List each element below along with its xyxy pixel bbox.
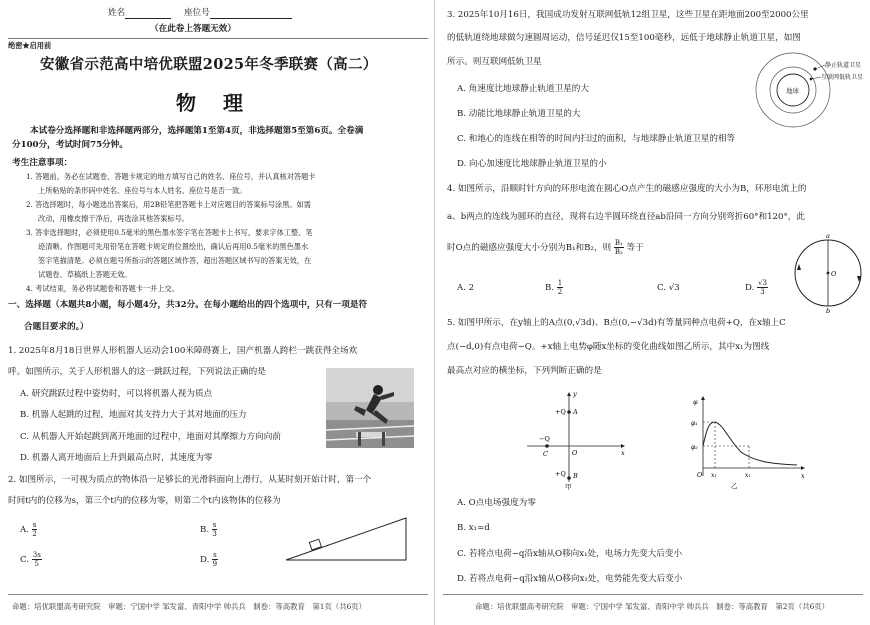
q3-line1: 3. 2025年10月16日，我国成功发射互联网低轨12组卫星，这些卫星在距地面200至2000公里 xyxy=(447,10,809,20)
q1-option-d: D. 机器人离开地面后上升到最高点时，其速度为零 xyxy=(20,453,213,463)
q4-line3a: 时O点的磁感应强度大小分别为B₁和B₂，则 xyxy=(447,243,612,253)
exam-title: 安徽省示范高中培优联盟2025年冬季联赛（高二） xyxy=(40,56,378,73)
q5-option-a: A. O点电场强度为零 xyxy=(457,498,536,508)
yi-phi1-label: φ₁ xyxy=(691,420,698,427)
q4-b-den: 2 xyxy=(557,288,563,296)
jia-x-label: x xyxy=(621,449,625,457)
incline-triangle xyxy=(286,518,406,560)
q3-option-d: D. 向心加速度比地球静止轨道卫星的小 xyxy=(457,159,607,169)
q2-option-d-label: D. xyxy=(200,555,210,565)
q2-option-a-frac xyxy=(32,521,38,538)
q3-option-c: C. 和地心的连线在相等的时间内扫过的面积，与地球静止轨道卫星的相等 xyxy=(457,134,736,144)
q4-ratio xyxy=(614,239,624,256)
q2-incline-figure xyxy=(284,516,410,562)
q3-line3: 所示。则互联网低轨卫星 xyxy=(447,57,542,67)
seat-blank xyxy=(210,9,292,19)
q4-option-c: C. √3 xyxy=(657,283,680,293)
q2-d-num: s xyxy=(213,551,217,559)
yi-O-label: O xyxy=(697,471,703,479)
q1-line1: 1. 2025年8月18日世界人形机器人运动会100米障碍赛上，国产机器人跨栏一跳获得全场欢 xyxy=(8,346,358,356)
label-a: a xyxy=(826,232,830,240)
q5-option-b: B. x₁=d xyxy=(457,523,490,533)
q4-line2: a、b两点的连线为圆环的直径，现将右边半圆环绕直径ab沿同一方向分别弯折60°和120°，此 xyxy=(447,212,805,222)
yi-potential-curve xyxy=(703,422,797,465)
jia-charge-B xyxy=(567,476,571,480)
q2-c-den: 5 xyxy=(34,560,39,568)
q2-option-c-frac xyxy=(32,551,42,568)
label-O: O xyxy=(831,270,837,278)
note-3d: 试题卷、草稿纸上答题无效。 xyxy=(38,270,132,279)
q4-option-b-label: B. xyxy=(545,283,555,293)
jia-caption: 甲 xyxy=(565,483,572,490)
note-3a: 3. 答非选择题时，必须使用0.5毫米的黑色墨水签字笔在答题卡上书写，要求字体工整、笔 xyxy=(26,228,313,237)
q4-option-b-frac xyxy=(557,279,563,296)
q5-option-d: D. 若将点电荷−q沿x轴从O移向x₁处，电势能先变大后变小 xyxy=(457,574,683,584)
q5-option-c: C. 若将点电荷−q沿x轴从O移向x₁处，电场力先变大后变小 xyxy=(457,549,683,559)
q2-option-a-label: A. xyxy=(20,525,29,535)
geo-satellite-label: 静止轨道卫星 xyxy=(825,62,862,69)
section1-heading xyxy=(8,300,367,311)
q4-line3b: 等于 xyxy=(626,243,644,253)
note-3c: 签字笔描清楚。必须在题号所指示的答题区域作答，超出答题区域书写的答案无效，在 xyxy=(38,256,312,265)
note-3b: 迹清晰。作图题可先用铅笔在答题卡规定的位置绘出，确认后再用0.5毫米的黑色墨水 xyxy=(38,242,309,251)
label-b: b xyxy=(826,307,831,314)
q2-option-d-frac xyxy=(212,551,218,568)
q2-c-num: 3s xyxy=(32,551,41,559)
jia-charge-C xyxy=(545,444,549,448)
q2-b-num: s xyxy=(212,521,217,529)
q4-b-num: 1 xyxy=(557,279,563,287)
left-footer-rule xyxy=(8,594,428,595)
section1-heading-c: 合题目要求的。） xyxy=(24,322,89,332)
yi-y-label: φ xyxy=(693,398,698,406)
q1-option-c: C. 从机器人开始起跳到离开地面的过程中，地面对其摩擦力方向向前 xyxy=(20,432,281,442)
intro-line-1: 本试卷分选择题和非选择题两部分，选择题第1至第4页，非选择题第5至第6页。全卷满 xyxy=(30,126,364,136)
q2-line2: 时间t内的位移为s，第三个t内的位移为零，则第二个t内该物体的位移为 xyxy=(8,496,281,506)
q2-option-b-frac xyxy=(212,521,218,538)
right-footer-rule xyxy=(443,594,863,595)
q2-line1: 2. 如图所示，一可视为质点的物体沿一足够长的光滑斜面向上滑行，从某时刻开始计时，第一个 xyxy=(8,475,372,485)
q4-line3 xyxy=(447,239,644,256)
jia-plusQ-bottom: +Q xyxy=(555,470,566,478)
jia-charge-A xyxy=(567,410,571,414)
q5-figure-yi xyxy=(689,396,809,490)
q3-line2: 的低轨道绕地球做匀速圆周运动，信号延迟仅15至100毫秒，远低于地球静止轨道卫星，如图 xyxy=(447,33,801,43)
q4-option-d-label: D. xyxy=(745,283,755,293)
yi-phi2-label: φ₂ xyxy=(691,444,698,451)
leo-satellite-label: 互联网低轨卫星 xyxy=(821,74,863,81)
name-blank xyxy=(125,9,171,19)
jia-B-label: B xyxy=(573,472,578,480)
q1-option-a: A. 研究跳跃过程中姿势时，可以将机器人视为质点 xyxy=(20,389,213,399)
q5-line3: 最高点对应的横坐标，下列判断正确的是 xyxy=(447,366,602,376)
q2-option-c-label: C. xyxy=(20,555,30,565)
current-arrow-left xyxy=(797,264,801,270)
jia-O-label: O xyxy=(572,449,578,457)
q2-option-c xyxy=(20,551,42,568)
q4-ring-figure xyxy=(791,232,865,314)
q4-ratio-num: B₁ xyxy=(614,239,623,247)
no-answer-notice: （在此卷上答题无效） xyxy=(150,24,236,34)
name-field xyxy=(108,8,292,19)
q3-orbit-figure xyxy=(753,50,863,134)
jia-plusQ-top: +Q xyxy=(555,408,566,416)
q4-ratio-den: B₂ xyxy=(614,248,623,256)
q2-a-num: s xyxy=(32,521,37,529)
q1-robot-photo xyxy=(326,368,414,448)
q1-option-b: B. 机器人起跳的过程，地面对其支持力大于其对地面的压力 xyxy=(20,410,247,420)
jia-A-label: A xyxy=(573,408,578,416)
yi-x2-label: x₁ xyxy=(745,472,751,479)
q4-d-den: 3 xyxy=(760,288,765,296)
note-2a: 2. 答选择题时，每小题选出答案后，用2B铅笔把答题卡上对应题目的答案标号涂黑。如需 xyxy=(26,200,311,209)
left-footer: 命题：培优联盟高考研究院 审题：宁国中学 邹发富、青阳中学 帅兵兵 制卷：等高教育 第1页（共6页） xyxy=(12,602,367,611)
q2-a-den: 2 xyxy=(32,530,37,538)
note-1a: 1. 答题前，务必在试题卷、答题卡规定的地方填写自己的姓名、座位号，并认真核对答题卡 xyxy=(26,172,316,181)
header-rule xyxy=(8,38,428,39)
note-1b: 上所粘贴的条形码中姓名、座位号与本人姓名、座位号是否一致。 xyxy=(38,186,247,195)
q1-line2: 呼。如图所示，关于人形机器人的这一跳跃过程，下列说法正确的是 xyxy=(8,367,266,377)
q4-option-a: A. 2 xyxy=(457,283,475,293)
note-2b: 改动，用橡皮擦干净后，再选涂其他答案标号。 xyxy=(38,214,189,223)
q5-figure-jia xyxy=(517,390,629,490)
q4-line1: 4. 如图所示，沿顺时针方向的环形电流在圆心O点产生的磁感应强度的大小为B，环形电流上的 xyxy=(447,184,807,194)
q4-option-d xyxy=(745,279,768,296)
note-4: 4. 考试结束，务必将试题卷和答题卡一并上交。 xyxy=(26,284,179,293)
secret-mark: 绝密★启用前 xyxy=(8,41,52,50)
q4-option-d-frac xyxy=(757,279,768,296)
q3-option-a: A. 角速度比地球静止轨道卫星的大 xyxy=(457,84,589,94)
jia-y-label: y xyxy=(573,390,577,398)
intro-line-2: 分100分，考试时间75分钟。 xyxy=(12,140,128,150)
right-page xyxy=(435,0,870,625)
q4-d-num: √3 xyxy=(758,279,767,287)
q5-line2: 点(−d,0)有点电荷−Q。+x轴上电势φ随x坐标的变化曲线如图乙所示，其中x₁为图线 xyxy=(447,342,770,352)
right-footer: 命题：培优联盟高考研究院 审题：宁国中学 邹发富、青阳中学 帅兵兵 制卷：等高教育 第2页（共6页） xyxy=(475,602,830,611)
q2-option-d xyxy=(200,551,218,568)
q5-line1: 5. 如图甲所示，在y轴上的A点(0,√3d)、B点(0,−√3d)有等量同种点电荷+Q，在x轴上C xyxy=(447,318,786,328)
jia-minusQ: −Q xyxy=(539,435,550,443)
q2-option-a xyxy=(20,521,37,538)
yi-x1-label: x₁ xyxy=(711,472,717,479)
q3-option-b: B. 动能比地球静止轨道卫星的大 xyxy=(457,109,581,119)
q2-d-den: 9 xyxy=(212,560,218,568)
section1-heading-b: 在每小题给出的四个选项中，只有一项是符 xyxy=(203,300,368,310)
yi-x-label: x xyxy=(801,472,805,480)
q2-option-b-label: B. xyxy=(200,525,210,535)
earth-label: 地球 xyxy=(786,87,799,95)
subject-title: 物 理 xyxy=(176,91,253,115)
section1-heading-a: 一、选择题（本题共8小题，每小题4分，共32分。 xyxy=(8,300,204,310)
notes-title: 考生注意事项： xyxy=(12,158,73,168)
center-point xyxy=(827,272,830,275)
q2-option-b xyxy=(200,521,217,538)
q2-b-den: 3 xyxy=(212,530,217,538)
yi-caption: 乙 xyxy=(731,482,738,490)
seat-label: 座位号 xyxy=(183,8,210,18)
q4-option-b xyxy=(545,279,563,296)
jia-C-label: C xyxy=(543,450,548,458)
name-label: 姓名 xyxy=(108,8,126,18)
